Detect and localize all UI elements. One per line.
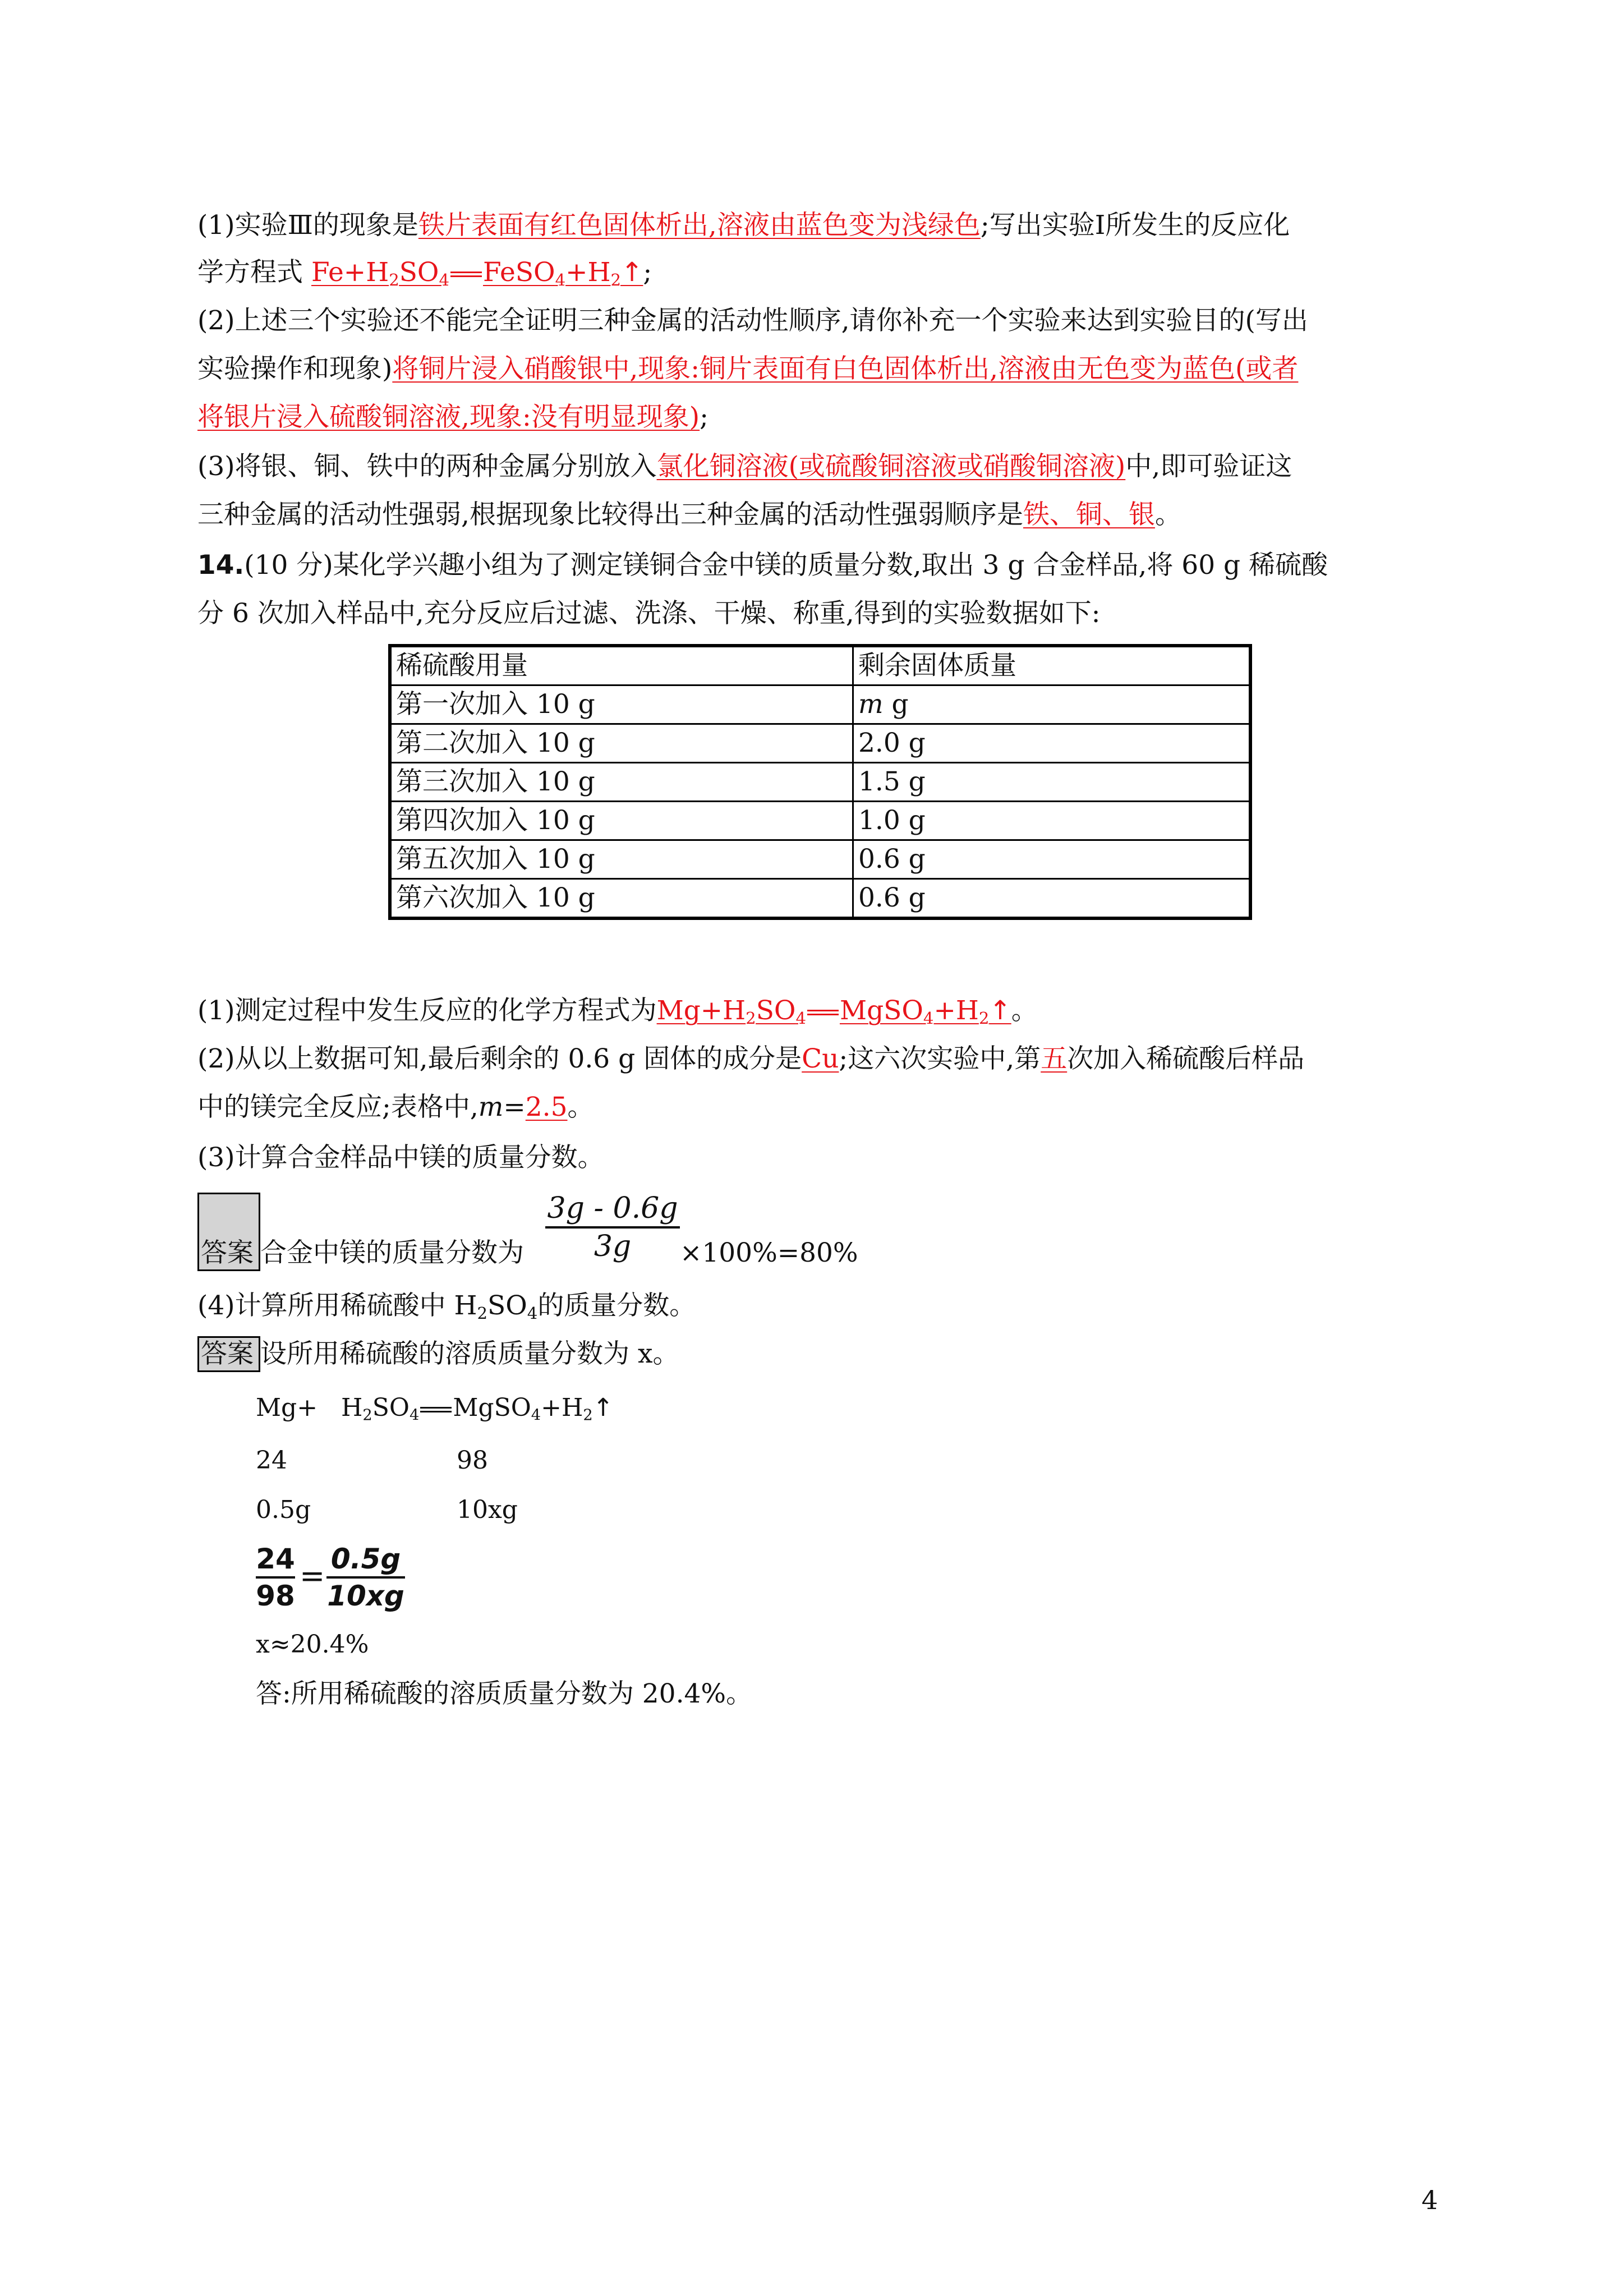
q13-part1-prompt: (1)实验Ⅲ的现象是: [197, 210, 418, 241]
q14-part2-answer-2: 五: [1041, 1043, 1068, 1074]
proportion-fraction-left: 24 98: [256, 1543, 295, 1612]
q14-intro-line2: 分 6 次加入样品中,充分反应后过滤、洗涤、干燥、称重,得到的实验数据如下:: [197, 598, 1101, 629]
table-row: [390, 879, 1250, 919]
q14-part4-prompt: (4)计算所用稀硫酸中 $H_2SO_4$的质量分数。: [197, 1290, 696, 1323]
q13-part1-line2: 学方程式 $Fe+H_2SO_4$ $FeSO_4+H_2↑$;: [197, 257, 652, 290]
q14-part2-line2: 中的镁完全反应;表格中,m=2.5。: [197, 1092, 594, 1122]
q14-part1: (1)测定过程中发生反应的化学方程式为$Mg+H_2SO_4$ $MgSO_4+H_2↑$。: [197, 995, 1038, 1028]
q13-equation-answer: $Fe+H_2SO_4$ $FeSO_4+H_2↑$: [311, 257, 643, 290]
experiment-data-table: [388, 644, 1252, 920]
q14-part2-line1: (2)从以上数据可知,最后剩余的 0.6 g 固体的成分是Cu;这六次实验中,第五次加入稀硫酸后样品: [197, 1043, 1305, 1074]
q14-number: 14.: [197, 550, 245, 581]
table-cell: 第六次加入 10 g: [390, 879, 853, 919]
table-cell: 0.6 g: [853, 840, 1251, 879]
q13-part3-answer-1: 氯化铜溶液(或硫酸铜溶液或硝酸铜溶液): [656, 451, 1126, 482]
table-cell: 1.5 g: [853, 763, 1251, 802]
q13-part3-line1: (3)将银、铜、铁中的两种金属分别放入氯化铜溶液(或硫酸铜溶液或硝酸铜溶液)中,即可验证这: [197, 451, 1292, 482]
calc-equation: $Mg+ H_2SO_4$ $MgSO_4+H_2↑$: [256, 1393, 614, 1424]
table-row: [390, 724, 1250, 763]
calc-mass-b: 10xg: [457, 1496, 518, 1524]
q14-intro-line1: 14.(10 分)某化学兴趣小组为了测定镁铜合金中镁的质量分数,取出 3 g 合金样品,将 60 g 稀硫酸: [197, 550, 1328, 581]
gas-arrow-icon: ↑: [621, 257, 643, 288]
q13-part1-line1: [197, 208, 1290, 243]
calc-conclusion: 答:所用稀硫酸的溶质质量分数为 20.4%。: [256, 1678, 753, 1709]
answer-label-box: 答案: [197, 1193, 260, 1271]
q13-part2-line2: 实验操作和现象)将铜片浸入硝酸银中,现象:铜片表面有白色固体析出,溶液由无色变为蓝色(或者: [197, 353, 1299, 384]
table-cell: 第三次加入 10 g: [390, 763, 853, 802]
table-row: [390, 840, 1250, 879]
table-header-cell: 剩余固体质量: [853, 646, 1251, 685]
answer3-fraction: [545, 1190, 680, 1264]
page-number: 4: [1421, 2185, 1438, 2215]
answer4-intro: 设所用稀硫酸的溶质质量分数为 x。: [260, 1338, 679, 1369]
gas-arrow-icon: ↑: [989, 995, 1011, 1026]
table-cell: 0.6 g: [853, 879, 1251, 919]
proportion-fraction-right: 0.5g 10xg: [327, 1543, 404, 1612]
table-row: [390, 685, 1250, 724]
equals-double-line-icon: [450, 272, 482, 277]
q13-part1-prompt-eq: 学方程式: [197, 257, 303, 288]
q13-part1-answer: 铁片表面有红色固体析出,溶液由蓝色变为浅绿色: [418, 210, 981, 241]
equals-double-line-icon: [807, 1010, 839, 1015]
table-row: [390, 763, 1250, 802]
table-cell: m g: [853, 685, 1251, 724]
answer-label-box: 答案: [197, 1336, 260, 1372]
q14-equation-answer: $Mg+H_2SO_4$ $MgSO_4+H_2↑$: [656, 995, 1011, 1028]
q14-part2-answer-1: Cu: [802, 1043, 839, 1074]
table-cell: 2.0 g: [853, 724, 1251, 763]
q14-part3-prompt: (3)计算合金样品中镁的质量分数。: [197, 1142, 604, 1173]
calc-mass-a: 0.5g: [256, 1496, 311, 1524]
q13-part2-answer-2: 将银片浸入硫酸铜溶液,现象:没有明显现象): [197, 402, 700, 432]
equals-double-line-icon: [420, 1407, 452, 1412]
proportion-equals: =: [300, 1558, 325, 1594]
q13-part2-line1: (2)上述三个实验还不能完全证明三种金属的活动性顺序,请你补充一个实验来达到实验目的(写出: [197, 305, 1308, 336]
table-header-row: [390, 646, 1250, 685]
q13-part2-answer-1: 将铜片浸入硝酸银中,现象:铜片表面有白色固体析出,溶液由无色变为蓝色(或者: [392, 353, 1299, 384]
table-cell: 第五次加入 10 g: [390, 840, 853, 879]
table-cell: 第四次加入 10 g: [390, 802, 853, 840]
table-row: [390, 802, 1250, 840]
table-cell: 1.0 g: [853, 802, 1251, 840]
table-cell: 第二次加入 10 g: [390, 724, 853, 763]
calc-molar-mass-b: 98: [457, 1446, 488, 1475]
q13-part3-answer-2: 铁、铜、银: [1023, 499, 1155, 530]
fraction-denominator: 3g: [594, 1230, 632, 1263]
answer3-tail: ×100%=80%: [680, 1237, 858, 1268]
gas-arrow-icon: ↑: [592, 1393, 614, 1422]
calc-result: x≈20.4%: [256, 1630, 369, 1659]
q14-part2-answer-3: 2.5: [525, 1092, 568, 1122]
table-header-cell: 稀硫酸用量: [390, 646, 853, 685]
calc-molar-mass-a: 24: [256, 1446, 287, 1475]
q13-part3-line2: 三种金属的活动性强弱,根据现象比较得出三种金属的活动性强弱顺序是铁、铜、银。: [197, 499, 1181, 530]
q13-part1-prompt-cont: ;写出实验Ⅰ所发生的反应化: [980, 210, 1290, 241]
table-cell: 第一次加入 10 g: [390, 685, 853, 724]
fraction-numerator: 3g - 0.6g: [547, 1191, 678, 1225]
q13-part2-line3: 将银片浸入硫酸铜溶液,现象:没有明显现象);: [197, 402, 709, 432]
answer3-text: 合金中镁的质量分数为: [260, 1237, 524, 1268]
